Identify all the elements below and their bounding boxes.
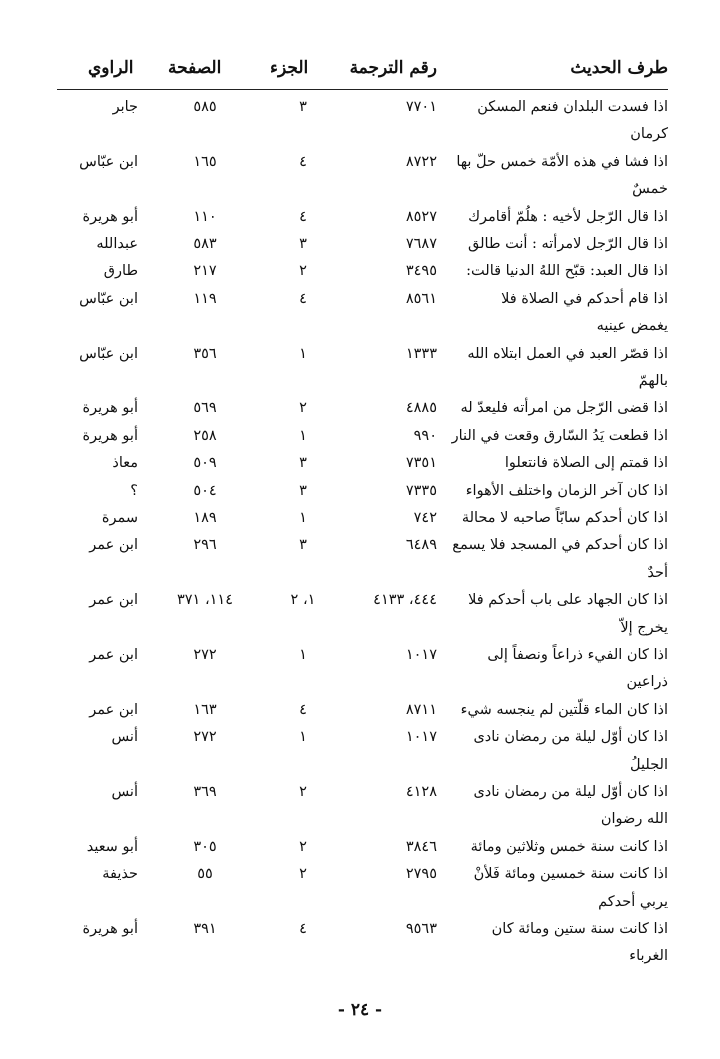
translation-number: ٧٧٠١	[405, 99, 437, 115]
hadith-text: بالهمّ	[638, 373, 668, 389]
narrator-name: أنس	[111, 729, 138, 746]
narrator-name: ؟	[130, 482, 138, 499]
translation-number: ٦٤٨٩	[405, 537, 437, 554]
narrator-name: أبو هريرة	[82, 208, 138, 225]
table-row	[0, 916, 720, 943]
volume-number: ١	[299, 729, 307, 746]
volume-number: ٣	[299, 482, 307, 499]
volume-number: ٣	[299, 455, 307, 472]
table-row	[0, 450, 720, 477]
hadith-text: أحدٌ	[647, 564, 668, 581]
header-page: الصفحة	[168, 58, 222, 78]
table-row	[0, 258, 720, 285]
hadith-text: خمسٌ	[632, 181, 668, 198]
volume-number: ٤	[299, 701, 307, 718]
hadith-text: اذا قضى الرّجل من امرأته فليعدّ له	[460, 400, 668, 417]
table-row	[0, 231, 720, 258]
page-reference: ١٦٣	[193, 701, 217, 718]
hadith-text: اذا كانت سنة ستين ومائة كان	[491, 921, 668, 937]
header-rule	[57, 89, 668, 90]
page-reference: ١١٩	[193, 290, 217, 307]
hadith-text: ذراعين	[626, 674, 668, 691]
volume-number: ١	[299, 427, 307, 444]
page-reference: ٣٥٦	[193, 345, 217, 362]
hadith-text: اذا فسدت البلدان فنعم المسكن	[477, 99, 668, 115]
volume-number: ١	[299, 510, 307, 526]
page-reference: ٥٨٣	[193, 236, 217, 252]
translation-number: ٧٣٣٥	[405, 482, 437, 499]
hadith-text: كرمان	[630, 126, 668, 143]
table-row	[0, 834, 720, 861]
table-row	[0, 395, 720, 422]
translation-number: ٨٧١١	[405, 701, 437, 718]
narrator-name: سمرة	[101, 510, 138, 526]
narrator-name: أبو هريرة	[82, 921, 138, 937]
page-number: - ٢٤ -	[337, 1000, 383, 1020]
table-row	[0, 204, 720, 231]
volume-number: ٢	[299, 784, 307, 800]
translation-number: ١٠١٧	[405, 647, 437, 663]
translation-number: ٨٥٦١	[405, 290, 437, 307]
hadith-text: الجليلُ	[630, 756, 668, 773]
page-reference: ٢٥٨	[193, 427, 217, 444]
volume-number: ٤	[299, 290, 307, 307]
translation-number: ٤٨٨٥	[405, 400, 437, 417]
page-reference: ٣٦٩	[193, 784, 217, 800]
translation-number: ٣٨٤٦	[405, 838, 437, 855]
page-reference: ٥٥	[197, 866, 213, 883]
hadith-text: الغرباء	[629, 948, 668, 965]
page-reference: ٥٠٤	[193, 482, 217, 499]
translation-number: ٨٥٢٧	[405, 208, 437, 225]
translation-number: ١٠١٧	[405, 729, 437, 746]
table-row	[0, 94, 720, 121]
volume-number: ٣	[299, 537, 307, 554]
translation-number: ٩٥٦٣	[405, 921, 437, 937]
volume-number: ١، ٢	[290, 592, 316, 609]
page-reference: ٢٩٦	[193, 537, 217, 554]
table-row	[0, 176, 720, 203]
table-row	[0, 423, 720, 450]
header-number: رقم الترجمة	[349, 58, 437, 78]
hadith-text: اذا قمتم إلى الصلاة فانتعلوا	[504, 455, 668, 472]
volume-number: ٤	[299, 921, 307, 937]
narrator-name: معاذ	[112, 455, 138, 472]
hadith-text: اذا قال الرّجل لامرأته : أنت طالق	[468, 236, 668, 252]
narrator-name: ابن عبّاس	[79, 153, 138, 170]
narrator-name: ابن عبّاس	[79, 290, 138, 307]
translation-number: ٢٧٩٥	[405, 866, 437, 883]
translation-number: ١٣٣٣	[405, 345, 437, 362]
narrator-name: طارق	[103, 263, 138, 280]
page-reference: ١٨٩	[193, 510, 217, 526]
page-reference: ٥٠٩	[193, 455, 217, 472]
page-reference: ٣٩١	[193, 921, 217, 937]
narrator-name: جابر	[112, 99, 138, 115]
narrator-name: ابن عبّاس	[79, 345, 138, 362]
hadith-text: اذا قال الرّجل لأخيه : هلُمّ أقامرك	[468, 208, 668, 225]
hadith-text: اذا قام أحدكم في الصلاة فلا	[501, 290, 668, 307]
volume-number: ٣	[299, 99, 307, 115]
narrator-name: ابن عمر	[89, 647, 138, 663]
hadith-text: اذا قال العبد: قبّح اللهُ الدنيا قالت:	[466, 263, 668, 280]
volume-number: ٤	[299, 153, 307, 170]
table-row	[0, 313, 720, 340]
translation-number: ٧٤٢	[413, 510, 437, 526]
volume-number: ٢	[299, 866, 307, 883]
page-reference: ٢٧٢	[193, 647, 217, 663]
translation-number: ٨٧٢٢	[405, 153, 437, 170]
table-row	[0, 752, 720, 779]
table-row	[0, 286, 720, 313]
table-row	[0, 669, 720, 696]
translation-number: ٧٦٨٧	[405, 236, 437, 252]
page-reference: ١٦٥	[193, 153, 217, 170]
hadith-text: اذا كان آخر الزمان واختلف الأهواء	[465, 482, 668, 499]
table-row	[0, 697, 720, 724]
narrator-name: ابن عمر	[89, 592, 138, 609]
table-row	[0, 861, 720, 888]
table-row	[0, 121, 720, 148]
volume-number: ٣	[299, 236, 307, 252]
header-hadith: طرف الحديث	[570, 58, 668, 78]
narrator-name: أبو هريرة	[82, 400, 138, 417]
page-reference: ٥٦٩	[193, 400, 217, 417]
volume-number: ٢	[299, 263, 307, 280]
volume-number: ٤	[299, 208, 307, 225]
narrator-name: أنس	[111, 784, 138, 800]
table-row	[0, 779, 720, 806]
hadith-text: الله رضوان	[600, 811, 668, 828]
hadith-text: يربي أحدكم	[598, 893, 668, 910]
page-reference: ١١٤، ٣٧١	[176, 592, 234, 609]
translation-number: ٧٣٥١	[405, 455, 437, 472]
table-row	[0, 806, 720, 833]
translation-number: ٤١٢٨	[405, 784, 437, 800]
hadith-text: اذا قطعت يَدُ السّارق وقعت في النار	[451, 427, 668, 444]
volume-number: ١	[299, 647, 307, 663]
hadith-text: اذا كانت سنة خمس وثلاثين ومائة	[470, 838, 668, 855]
narrator-name: ابن عمر	[89, 537, 138, 554]
page-reference: ٣٠٥	[193, 838, 217, 855]
hadith-text: اذا كانت سنة خمسين ومائة فَلأنْ	[473, 866, 668, 883]
narrator-name: عبدالله	[96, 236, 138, 252]
volume-number: ٢	[299, 838, 307, 855]
volume-number: ١	[299, 345, 307, 362]
narrator-name: أبو سعيد	[86, 838, 138, 855]
page-reference: ٥٨٥	[193, 99, 217, 115]
hadith-text: اذا كان أوّل ليلة من رمضان نادى	[473, 784, 668, 800]
translation-number: ٩٩٠	[413, 427, 437, 444]
table-row	[0, 642, 720, 669]
narrator-name: حذيفة	[102, 866, 138, 883]
table-row	[0, 724, 720, 751]
hadith-text: اذا كان أوّل ليلة من رمضان نادى	[473, 729, 668, 746]
table-row	[0, 341, 720, 368]
hadith-text: اذا قصّر العبد في العمل ابتلاه الله	[467, 345, 668, 362]
page-reference: ٢٧٢	[193, 729, 217, 746]
header-rawi: الراوي	[88, 58, 134, 78]
hadith-text: اذا فشا في هذه الأمّة خمس حلّ بها	[456, 153, 668, 170]
translation-number: ٤٤٤، ٤١٣٣	[373, 592, 437, 609]
header-juz: الجزء	[270, 58, 309, 78]
hadith-text: يخرج إلاّ	[620, 619, 668, 636]
table-row	[0, 149, 720, 176]
page-reference: ١١٠	[193, 208, 217, 225]
narrator-name: أبو هريرة	[82, 427, 138, 444]
table-row	[0, 505, 720, 532]
table-row	[0, 889, 720, 916]
table-row	[0, 532, 720, 559]
table-row	[0, 587, 720, 614]
table-row	[0, 368, 720, 395]
volume-number: ٢	[299, 400, 307, 417]
table-row	[0, 615, 720, 642]
hadith-text: اذا كان الجهاد على باب أحدكم فلا	[468, 592, 668, 609]
hadith-text: اذا كان الفيء ذراعاً ونصفاً إلى	[487, 647, 668, 663]
translation-number: ٣٤٩٥	[405, 263, 437, 280]
hadith-text: اذا كان أحدكم في المسجد فلا يسمع	[452, 537, 668, 554]
table-row	[0, 943, 720, 970]
hadith-text: اذا كان أحدكم سابّاً صاحبه لا محالة	[461, 510, 668, 526]
hadith-text: اذا كان الماء قلّتين لم ينجسه شيء	[460, 701, 668, 718]
narrator-name: ابن عمر	[89, 701, 138, 718]
table-row	[0, 478, 720, 505]
table-row	[0, 560, 720, 587]
hadith-text: يغمض عينيه	[596, 318, 668, 335]
page-reference: ٢١٧	[193, 263, 217, 280]
